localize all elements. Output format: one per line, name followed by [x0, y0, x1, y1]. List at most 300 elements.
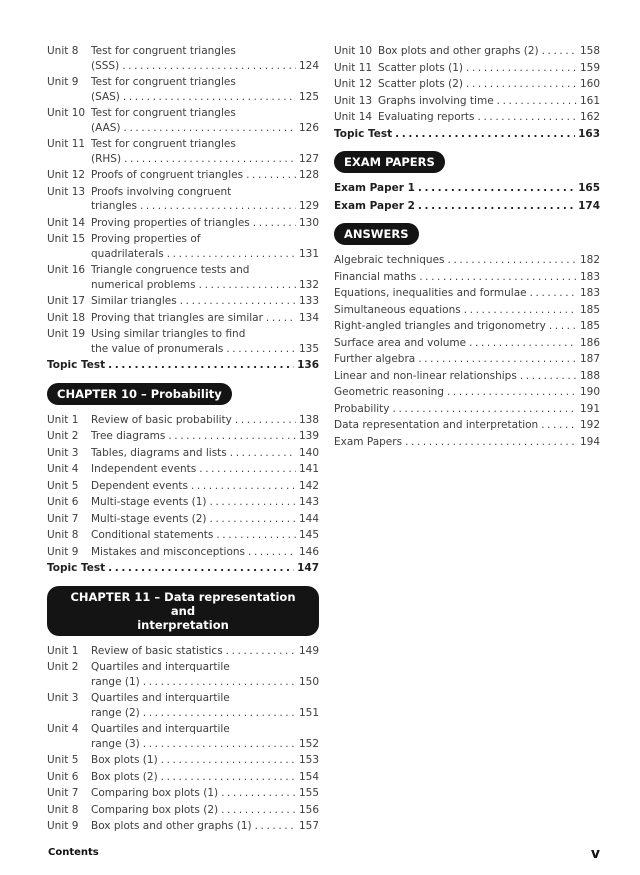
dot-leader	[520, 369, 577, 384]
entry-body	[334, 199, 600, 214]
page-number: 159	[579, 61, 600, 74]
toc-entry	[47, 770, 319, 785]
page-number: 141	[298, 463, 319, 475]
page-number: 150	[298, 675, 319, 688]
page-number: 174	[578, 199, 600, 212]
entry-line	[91, 528, 319, 543]
entry-title: numerical problems	[91, 278, 196, 291]
dot-leader	[395, 127, 575, 142]
entry-line	[91, 803, 319, 818]
dot-leader	[124, 152, 296, 167]
dot-leader	[542, 44, 577, 59]
toc-entry	[47, 413, 319, 428]
entry-body	[91, 753, 319, 768]
unit-label: Unit 18	[47, 311, 86, 324]
entry-body	[91, 263, 319, 292]
dot-leader	[418, 199, 575, 214]
entry-body	[91, 819, 319, 834]
toc-entry	[47, 294, 319, 309]
entry-title: Evaluating reports	[378, 111, 475, 123]
toc-entry	[334, 369, 600, 384]
toc-entry	[47, 232, 319, 261]
entry-line	[91, 152, 319, 167]
page-number: 156	[298, 803, 319, 816]
toc-entry	[47, 462, 319, 477]
entry-title: Conditional statements	[91, 529, 214, 541]
entry-line	[91, 59, 319, 74]
dot-leader	[199, 278, 296, 293]
entry-line	[334, 319, 600, 334]
unit-label: Unit 19	[47, 328, 86, 340]
entry-line	[334, 385, 600, 400]
unit-label: Unit 4	[47, 463, 79, 475]
page-number: 161	[579, 94, 600, 107]
entry-line	[91, 446, 319, 461]
entry-body	[91, 479, 319, 494]
dot-leader	[143, 706, 296, 721]
toc-entry	[47, 561, 319, 576]
entry-body	[334, 127, 600, 142]
unit-label: Unit 10	[334, 45, 373, 57]
dot-leader	[191, 479, 296, 494]
entry-line	[91, 327, 319, 342]
entry-body	[334, 303, 600, 318]
entry-line	[334, 402, 600, 417]
entry-body	[378, 110, 600, 125]
entry-line	[334, 127, 600, 142]
entry-title: Surface area and volume	[334, 336, 467, 349]
entry-body	[334, 270, 600, 285]
entry-title: Quartiles and interquartile	[91, 661, 230, 673]
unit-label: Unit 14	[47, 216, 86, 229]
entry-title: range (3)	[91, 737, 140, 750]
unit-label: Unit 12	[334, 78, 373, 90]
page-number: 160	[579, 78, 600, 90]
entry-title: Simultaneous equations	[334, 303, 461, 316]
page-number: 139	[298, 430, 319, 442]
page-number: 125	[298, 90, 319, 103]
dot-leader	[419, 270, 577, 285]
page-number: 185	[579, 303, 600, 316]
entry-line	[91, 247, 319, 262]
entry-title: Exam Papers	[334, 435, 403, 448]
entry-title: Tree diagrams	[91, 430, 166, 442]
entry-body	[91, 294, 319, 309]
entry-line	[91, 545, 319, 560]
entry-body	[91, 446, 319, 461]
entry-body	[47, 358, 319, 373]
chapter-heading-wrap	[47, 586, 319, 636]
entry-line	[378, 110, 600, 125]
entry-title: Triangle congruence tests and	[91, 264, 250, 276]
dot-leader	[530, 286, 577, 301]
entry-line	[334, 336, 600, 351]
entry-line	[91, 75, 319, 90]
page-number: 185	[579, 320, 600, 332]
entry-title: Proving that triangles are similar	[91, 311, 263, 324]
dot-leader	[447, 385, 577, 400]
toc-entry	[334, 418, 600, 433]
entry-title: Right-angled triangles and trigonometry	[334, 320, 546, 332]
entry-title: Quartiles and interquartile	[91, 692, 230, 704]
toc-entry	[47, 691, 319, 720]
entry-body	[91, 644, 319, 659]
page-number: 138	[298, 413, 319, 426]
page-number: 130	[298, 216, 319, 229]
entry-body	[91, 722, 319, 751]
unit-label: Unit 11	[47, 138, 86, 150]
toc-content	[47, 44, 600, 836]
toc-entry	[47, 263, 319, 292]
unit-label: Unit 8	[47, 529, 79, 541]
entry-line	[334, 303, 600, 318]
footer-page-number: v	[590, 846, 600, 862]
entry-line	[91, 137, 319, 152]
page-number: 126	[298, 121, 319, 134]
dot-leader	[123, 90, 296, 105]
dot-leader	[478, 110, 577, 125]
entry-line	[91, 168, 319, 183]
page-number: 133	[298, 295, 319, 307]
dot-leader	[143, 737, 296, 752]
unit-label: Unit 8	[47, 45, 79, 57]
entry-title: the value of pronumerals	[91, 342, 224, 355]
unit-label: Unit 1	[47, 413, 79, 426]
toc-entry	[334, 319, 600, 334]
entry-line	[334, 253, 600, 268]
dot-leader	[221, 786, 296, 801]
dot-leader	[418, 352, 577, 367]
entry-body	[378, 44, 600, 59]
entry-line	[91, 263, 319, 278]
toc-column-right	[334, 44, 600, 836]
toc-entry	[334, 127, 600, 142]
entry-title: Test for congruent triangles	[91, 45, 236, 57]
toc-entry	[47, 479, 319, 494]
entry-body	[334, 385, 600, 400]
entry-title: range (2)	[91, 706, 140, 719]
unit-label: Unit 4	[47, 723, 79, 735]
toc-entry	[47, 545, 319, 560]
dot-leader	[448, 253, 577, 268]
entry-title: (AAS)	[91, 121, 121, 134]
dot-leader	[180, 294, 296, 309]
unit-label: Unit 17	[47, 295, 86, 307]
page-number: 144	[298, 512, 319, 525]
toc-entry	[334, 181, 600, 196]
entry-body	[91, 311, 319, 326]
entry-line	[91, 232, 319, 247]
entry-body	[91, 786, 319, 801]
dot-leader	[221, 803, 296, 818]
page-number: 152	[298, 737, 319, 750]
entry-body	[91, 660, 319, 689]
footer-section-label: Contents	[48, 847, 99, 858]
entry-line	[91, 675, 319, 690]
dot-leader	[108, 561, 294, 576]
entry-line	[334, 270, 600, 285]
entry-title: Further algebra	[334, 353, 416, 365]
entry-title: Independent events	[91, 463, 197, 475]
toc-entry	[47, 660, 319, 689]
entry-body	[91, 232, 319, 261]
dot-leader	[108, 358, 294, 373]
page-number: 183	[579, 287, 600, 299]
entry-body	[91, 528, 319, 543]
entry-line	[91, 722, 319, 737]
page-number: 136	[297, 359, 319, 371]
entry-body	[91, 545, 319, 560]
entry-body	[334, 319, 600, 334]
unit-label: Unit 12	[47, 169, 86, 181]
unit-label: Unit 16	[47, 264, 86, 276]
entry-title: Box plots and other graphs (2)	[378, 45, 539, 57]
entry-title: Review of basic statistics	[91, 644, 223, 657]
entry-body	[91, 413, 319, 428]
unit-label: Unit 6	[47, 770, 79, 783]
entry-body	[47, 561, 319, 576]
page-number: 163	[578, 127, 600, 140]
toc-entry	[47, 358, 319, 373]
unit-label: Unit 6	[47, 496, 79, 508]
dot-leader	[210, 495, 296, 510]
toc-entry	[47, 722, 319, 751]
entry-line	[91, 121, 319, 136]
dot-leader	[161, 770, 296, 785]
entry-line	[334, 181, 600, 196]
dot-leader	[418, 181, 575, 196]
toc-entry	[334, 286, 600, 301]
entry-body	[334, 435, 600, 450]
entry-body	[91, 770, 319, 785]
entry-line	[91, 106, 319, 121]
entry-line	[91, 199, 319, 214]
dot-leader	[140, 199, 296, 214]
page-number: 194	[579, 435, 600, 448]
page-number: 157	[298, 820, 319, 832]
entry-body	[91, 44, 319, 73]
entry-title: Box plots and other graphs (1)	[91, 820, 252, 832]
toc-entry	[334, 61, 600, 76]
entry-line	[91, 644, 319, 659]
entry-line	[378, 61, 600, 76]
entry-title: Tables, diagrams and lists	[91, 446, 227, 459]
entry-title: Data representation and interpretation	[334, 419, 539, 431]
dot-leader	[230, 446, 296, 461]
entry-body	[334, 418, 600, 433]
entry-line	[91, 90, 319, 105]
entry-body	[91, 75, 319, 104]
entry-title: Using similar triangles to find	[91, 328, 246, 340]
toc-entry	[334, 336, 600, 351]
unit-label: Unit 10	[47, 107, 86, 119]
unit-label: Unit 2	[47, 661, 79, 673]
toc-entry	[334, 94, 600, 109]
page-number: 158	[579, 45, 600, 57]
entry-body	[91, 168, 319, 183]
page-number: 146	[298, 545, 319, 558]
page-number: 147	[297, 562, 319, 574]
dot-leader	[143, 675, 296, 690]
entry-body	[91, 691, 319, 720]
entry-line	[91, 278, 319, 293]
entry-title: Box plots (2)	[91, 770, 158, 783]
entry-body	[91, 512, 319, 527]
chapter-heading-pill: EXAM PAPERS	[334, 151, 445, 173]
dot-leader	[124, 121, 296, 136]
entry-title: Proofs involving congruent	[91, 185, 232, 198]
toc-entry	[334, 352, 600, 367]
dot-leader	[393, 402, 577, 417]
entry-line	[91, 462, 319, 477]
entry-body	[378, 61, 600, 76]
unit-label: Unit 3	[47, 446, 79, 459]
entry-line	[47, 358, 319, 373]
entry-title: quadrilaterals	[91, 247, 164, 260]
entry-line	[91, 185, 319, 200]
unit-label: Unit 9	[47, 76, 79, 88]
toc-entry	[47, 216, 319, 231]
page-number: 192	[579, 419, 600, 431]
page-number: 155	[298, 787, 319, 799]
chapter-heading-wrap	[334, 151, 600, 173]
page-number: 127	[298, 152, 319, 165]
page-number: 191	[579, 402, 600, 415]
page-number: 132	[298, 278, 319, 291]
unit-label: Unit 9	[47, 545, 79, 558]
page-number: 131	[298, 247, 319, 260]
page-number: 135	[298, 342, 319, 355]
chapter-heading-pill: CHAPTER 11 – Data representation and interpretation	[47, 586, 319, 636]
dot-leader	[168, 429, 296, 444]
dot-leader	[469, 336, 577, 351]
entry-body	[91, 106, 319, 135]
unit-label: Unit 5	[47, 754, 79, 766]
dot-leader	[549, 319, 577, 334]
dot-leader	[255, 819, 296, 834]
entry-body	[334, 336, 600, 351]
entry-title: Dependent events	[91, 479, 188, 492]
dot-leader	[235, 413, 296, 428]
entry-title: Review of basic probability	[91, 413, 232, 426]
toc-entry	[334, 44, 600, 59]
entry-title: Box plots (1)	[91, 754, 158, 766]
toc-entry	[334, 435, 600, 450]
dot-leader	[266, 311, 296, 326]
dot-leader	[226, 644, 296, 659]
chapter-heading-pill: CHAPTER 10 – Probability	[47, 383, 232, 405]
dot-leader	[122, 59, 296, 74]
entry-body	[334, 369, 600, 384]
page-number: 142	[298, 479, 319, 492]
dot-leader	[199, 462, 296, 477]
toc-entry	[334, 199, 600, 214]
entry-title: Multi-stage events (2)	[91, 512, 207, 525]
page-number: 151	[298, 706, 319, 719]
unit-label: Unit 11	[334, 61, 373, 74]
page-number: 165	[578, 182, 600, 194]
entry-title: Test for congruent triangles	[91, 138, 236, 150]
dot-leader	[161, 753, 296, 768]
unit-label: Unit 7	[47, 787, 79, 799]
entry-body	[91, 137, 319, 166]
entry-title: Similar triangles	[91, 295, 177, 307]
toc-entry	[47, 185, 319, 214]
entry-line	[91, 660, 319, 675]
toc-entry	[47, 168, 319, 183]
entry-body	[91, 185, 319, 214]
toc-column-left	[47, 44, 319, 836]
dot-leader	[405, 435, 577, 450]
entry-title: (RHS)	[91, 152, 122, 165]
chapter-heading-pill: ANSWERS	[334, 223, 419, 245]
toc-entry	[47, 495, 319, 510]
unit-label: Unit 13	[334, 94, 373, 107]
entry-body	[378, 94, 600, 109]
entry-line	[91, 737, 319, 752]
entry-title: Topic Test	[47, 359, 106, 371]
toc-entry	[47, 753, 319, 768]
entry-line	[91, 753, 319, 768]
entry-title: Geometric reasoning	[334, 386, 444, 398]
entry-line	[334, 369, 600, 384]
dot-leader	[466, 77, 577, 92]
entry-body	[334, 286, 600, 301]
entry-line	[91, 429, 319, 444]
entry-title: Exam Paper 1	[334, 182, 415, 194]
entry-title: Topic Test	[334, 127, 393, 140]
toc-entry	[47, 106, 319, 135]
unit-label: Unit 9	[47, 820, 79, 832]
dot-leader	[253, 216, 296, 231]
entry-line	[91, 311, 319, 326]
entry-line	[91, 786, 319, 801]
entry-title: Comparing box plots (2)	[91, 803, 219, 816]
entry-title: Quartiles and interquartile	[91, 723, 230, 735]
page-number: 187	[579, 353, 600, 365]
unit-label: Unit 5	[47, 479, 79, 492]
page-number: 162	[579, 111, 600, 123]
dot-leader	[464, 303, 577, 318]
chapter-heading-wrap	[47, 383, 319, 405]
entry-body	[334, 253, 600, 268]
entry-line	[91, 770, 319, 785]
toc-entry	[334, 110, 600, 125]
entry-line	[91, 342, 319, 357]
dot-leader	[466, 61, 577, 76]
entry-body	[91, 327, 319, 356]
dot-leader	[167, 247, 296, 262]
entry-line	[334, 352, 600, 367]
entry-line	[91, 819, 319, 834]
toc-entry	[334, 77, 600, 92]
toc-entry	[47, 44, 319, 73]
dot-leader	[246, 168, 296, 183]
unit-label: Unit 1	[47, 644, 79, 657]
entry-body	[91, 429, 319, 444]
page-number: 182	[579, 254, 600, 266]
dot-leader	[216, 528, 296, 543]
entry-line	[378, 44, 600, 59]
entry-line	[334, 199, 600, 214]
toc-entry	[334, 385, 600, 400]
page-number: 186	[579, 336, 600, 349]
entry-title: range (1)	[91, 675, 140, 688]
dot-leader	[248, 545, 296, 560]
unit-label: Unit 2	[47, 430, 79, 442]
entry-body	[91, 803, 319, 818]
entry-title: Algebraic techniques	[334, 254, 445, 266]
